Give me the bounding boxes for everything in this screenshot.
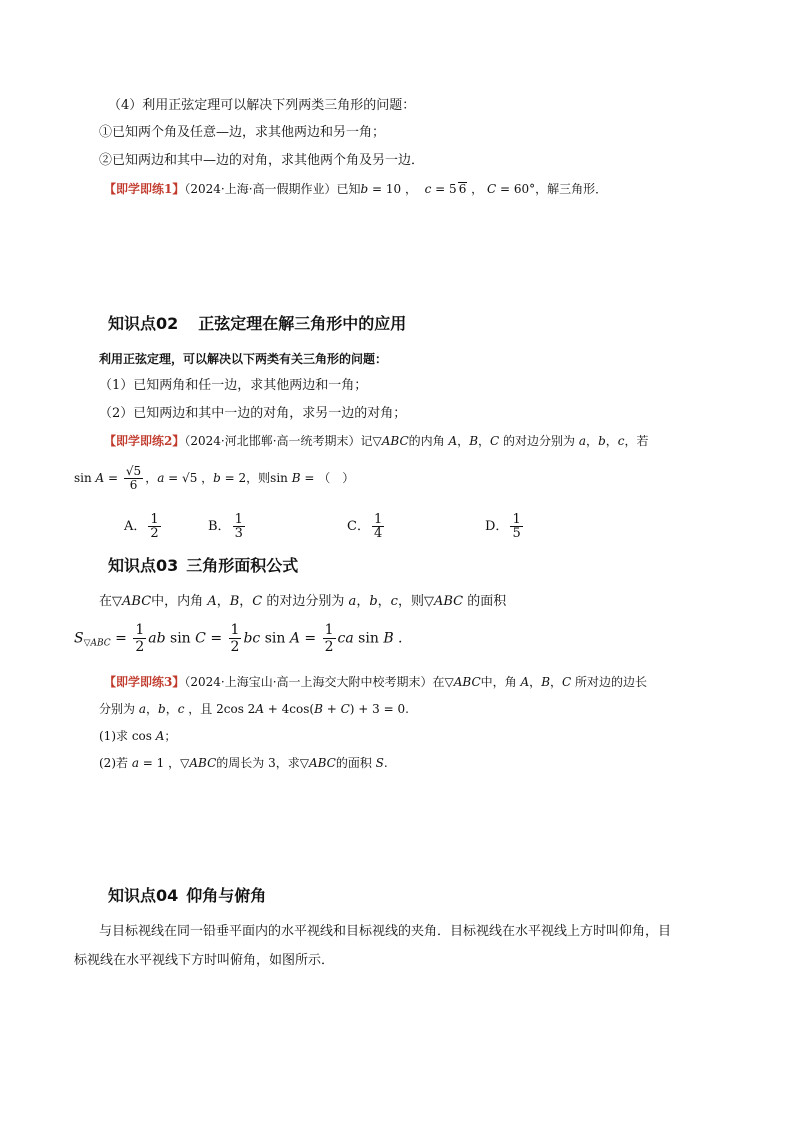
kp04-line-1: 与目标视线在同一铅垂平面内的水平视线和目标视线的夹角．目标视线在水平视线上方时叫仰角，目 <box>99 924 672 939</box>
kp03-question-1: (1)求 cos A； <box>99 729 177 743</box>
kp01-line-3: ②已知两边和其中—边的对角，求其他两个角及另一边． <box>99 153 425 168</box>
exercise-tag: 【即学即练1】 <box>104 182 185 196</box>
option-d[interactable]: D． $\frac{1}{5}$ <box>485 512 521 541</box>
kp03-exercise-cont: 分别为 a，b，c ，且 2cos 2A + 4cos(B + C) + 3 = 0. <box>99 702 409 716</box>
option-c[interactable]: C． $\frac{1}{4}$ <box>347 512 383 541</box>
option-a[interactable]: A． $\frac{1}{2}$ <box>124 512 159 541</box>
kp02-item-2: （2）已知两边和其中一边的对角，求另一边的对角； <box>99 406 407 421</box>
kp04-line-2: 标视线在水平视线下方时叫俯角，如图所示． <box>74 953 335 968</box>
kp02-exercise: 【即学即练2】（2024·河北邯郸·高一统考期末）记▽ABC的内角 A，B，C 的对边分别为 a，b，c，若 <box>104 434 649 448</box>
kp01-exercise: 【即学即练1】（2024·上海·高一假期作业）已知b = 10 ， c = 5 6 ， C = 60°，解三角形． <box>104 182 608 196</box>
area-formula: $S_{▽ABC}$ = $\frac{1}{2}$ ab sin C = $\frac{1}{2}$ bc sin A = $\frac{1}{2}$ ca sin B . <box>74 622 403 655</box>
kp03-heading: 知识点03 三角形面积公式 <box>108 556 299 575</box>
kp02-item-1: （1）已知两角和任一边，求其他两边和一角； <box>99 378 368 393</box>
kp02-exercise-cont: sin A = $\frac{√5}{6}$ ，a = √5 ，b = 2，则sin B = （ ） <box>74 464 355 492</box>
kp03-question-2: (2)若 a = 1 ，▽ABC的周长为 3，求▽ABC的面积 S. <box>99 756 388 770</box>
kp01-line-2: ①已知两个角及任意—边，求其他两边和另一角； <box>99 125 386 140</box>
kp03-line-1: 在▽ABC中，内角 A，B，C 的对边分别为 a，b，c，则▽ABC 的面积 <box>99 594 507 609</box>
kp02-heading: 知识点02 正弦定理在解三角形中的应用 <box>108 314 407 333</box>
kp02-intro: 利用正弦定理，可以解决以下两类有关三角形的问题： <box>99 352 388 366</box>
kp04-heading: 知识点04 仰角与俯角 <box>108 886 267 905</box>
option-b[interactable]: B． $\frac{1}{3}$ <box>208 512 243 541</box>
kp01-line-1: （4）利用正弦定理可以解决下列两类三角形的问题： <box>108 98 416 113</box>
exercise-tag: 【即学即练3】 <box>104 675 185 689</box>
kp03-exercise: 【即学即练3】（2024·上海宝山·高一上海交大附中校考期末）在▽ABC中，角 A，B，C 所对边的边长 <box>104 675 648 689</box>
exercise-tag: 【即学即练2】 <box>104 434 185 448</box>
